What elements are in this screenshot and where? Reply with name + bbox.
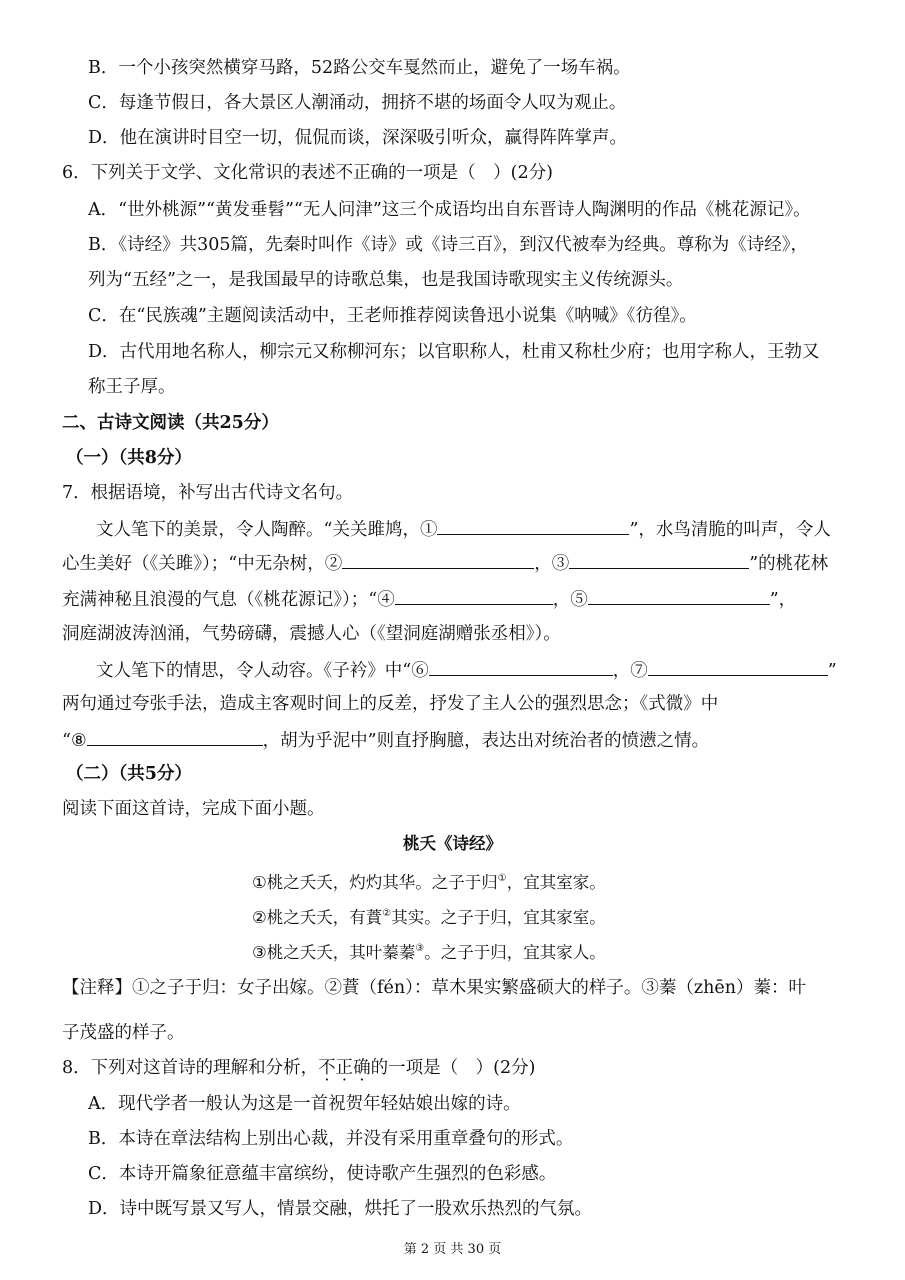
q7-blank-3[interactable]: [569, 550, 749, 569]
poem-text: ，宜其室家。: [506, 873, 606, 892]
q7-text: 文人笔下的情思，令人动容。《子衿》中“⑥: [96, 661, 429, 681]
q5-option-c: C．每逢节假日，各大景区人潮涌动，拥挤不堪的场面令人叹为观止。: [88, 93, 627, 113]
q7-text: ”: [827, 661, 837, 681]
q6-option-b-line2: 列为“五经”之一，是我国最早的诗歌总集，也是我国诗歌现实主义传统源头。: [88, 270, 684, 290]
q8-stem: [62, 1056, 535, 1080]
q7-blank-2[interactable]: [342, 550, 534, 569]
q7-blank-7[interactable]: [648, 657, 828, 676]
reading-intro: 阅读下面这首诗，完成下面小题。: [62, 799, 325, 819]
section-2-part-2: （二）（共5分）: [66, 764, 192, 784]
poem-notes-line2: 子茂盛的样子。: [62, 1023, 185, 1043]
emphasis-char: 确: [353, 1058, 371, 1078]
q8-option-c: C．本诗开篇象征意蕴丰富缤纷，使诗歌产生强烈的色彩感。: [88, 1164, 557, 1184]
poem-text: ②桃之夭夭，有蕡: [252, 908, 383, 927]
emphasis-char: 正: [335, 1058, 354, 1078]
poem-text: 其实。之子于归，宜其家室。: [391, 908, 606, 927]
q7-text: ，胡为乎泥中”则直抒胸臆，表达出对统治者的愤懑之情。: [262, 731, 710, 751]
note-marker: ③: [415, 943, 425, 954]
poem-text: ③桃之夭夭，其叶蓁蓁: [252, 943, 416, 962]
q7-text: 文人笔下的美景，令人陶醉。“关关雎鸠，①: [96, 520, 438, 540]
q7-blank-4[interactable]: [395, 586, 553, 605]
q7-text: 心生美好（《关雎》）；“中无杂树，②: [62, 554, 343, 574]
q7-paragraph-line6: 两句通过夸张手法，造成主客观时间上的反差，抒发了主人公的强烈思念；《式微》中: [62, 694, 719, 714]
q7-text: ，⑦: [612, 661, 648, 681]
note-marker: ①: [497, 873, 507, 884]
section-2-title: 二、古诗文阅读（共25分）: [62, 413, 279, 433]
poem-text: ①桃之夭夭，灼灼其华。之子于归: [252, 873, 498, 892]
q6-option-d-line2: 称王子厚。: [88, 377, 176, 397]
q8-option-a: A．现代学者一般认为这是一首祝贺年轻姑娘出嫁的诗。: [88, 1094, 521, 1114]
q5-option-b: B．一个小孩突然横穿马路，52路公交车戛然而止，避免了一场车祸。: [88, 58, 631, 78]
q7-paragraph-line5: [96, 657, 837, 683]
q6-stem: 6．下列关于文学、文化常识的表述不正确的一项是（ ）(2分): [62, 163, 553, 183]
q7-paragraph-line7: [62, 727, 709, 753]
q7-text: ，③: [534, 554, 570, 574]
q7-text: ”，水鸟清脆的叫声，令人: [629, 520, 831, 540]
poem-line-3: [252, 937, 606, 965]
q7-paragraph-line2: [62, 550, 828, 576]
poem-notes-line1: 【注释】①之子于归：女子出嫁。②蕡（fén）：草木果实繁盛硕大的样子。③蓁（zhēn）蓁：叶: [62, 978, 806, 998]
q8-stem-text: 8．下列对这首诗的理解和分析，: [62, 1058, 319, 1078]
q7-text: ”的桃花林: [749, 554, 829, 574]
q7-text: ，⑤: [552, 590, 588, 610]
q7-paragraph-line1: [96, 516, 831, 542]
q5-option-d: D．他在演讲时目空一切，侃侃而谈，深深吸引听众，赢得阵阵掌声。: [88, 128, 628, 148]
section-2-part-1: （一）（共8分）: [66, 448, 192, 468]
q7-paragraph-line3: [62, 586, 796, 612]
q6-option-c: C．在“民族魂”主题阅读活动中，王老师推荐阅读鲁迅小说集《呐喊》《彷徨》。: [88, 306, 697, 326]
q8-option-b: B．本诗在章法结构上别出心裁，并没有采用重章叠句的形式。: [88, 1129, 574, 1149]
q6-option-b-line1: B．《诗经》共305篇，先秦时叫作《诗》或《诗三百》，到汉代被奉为经典。尊称为《诗经》，: [88, 235, 809, 255]
q7-blank-5[interactable]: [588, 586, 770, 605]
q7-text: ”，: [769, 590, 797, 610]
poem-text: 。之子于归，宜其家人。: [424, 943, 606, 962]
poem-line-2: [252, 902, 606, 930]
q8-stem-text: 的一项是（ ）(2分): [370, 1058, 536, 1078]
q7-paragraph-line4: 洞庭湖波涛汹涌，气势磅礴，震撼人心（《望洞庭湖赠张丞相》）。: [62, 624, 561, 644]
poem-line-1: [252, 867, 606, 895]
q8-option-d: D．诗中既写景又写人，情景交融，烘托了一股欢乐热烈的气氛。: [88, 1199, 593, 1219]
q6-option-a: A．“世外桃源”“黄发垂髫”“无人问津”这三个成语均出自东晋诗人陶渊明的作品《桃花源记》。: [88, 200, 811, 220]
q7-blank-6[interactable]: [429, 657, 613, 676]
q7-text: 充满神秘且浪漫的气息（《桃花源记》）；“④: [62, 590, 395, 610]
q7-blank-8[interactable]: [87, 727, 263, 746]
q7-text: “⑧: [62, 731, 87, 751]
q7-stem: 7．根据语境，补写出古代诗文名句。: [62, 483, 354, 503]
page-footer: 第 2 页 共 30 页: [403, 1242, 502, 1257]
poem-title: 桃夭《诗经》: [403, 834, 502, 853]
note-marker: ②: [382, 908, 392, 919]
emphasis-char: 不: [318, 1058, 336, 1078]
q7-blank-1[interactable]: [437, 516, 629, 535]
q6-option-d-line1: D．古代用地名称人，柳宗元又称柳河东；以官职称人，杜甫又称杜少府；也用字称人，王勃又: [88, 342, 820, 362]
